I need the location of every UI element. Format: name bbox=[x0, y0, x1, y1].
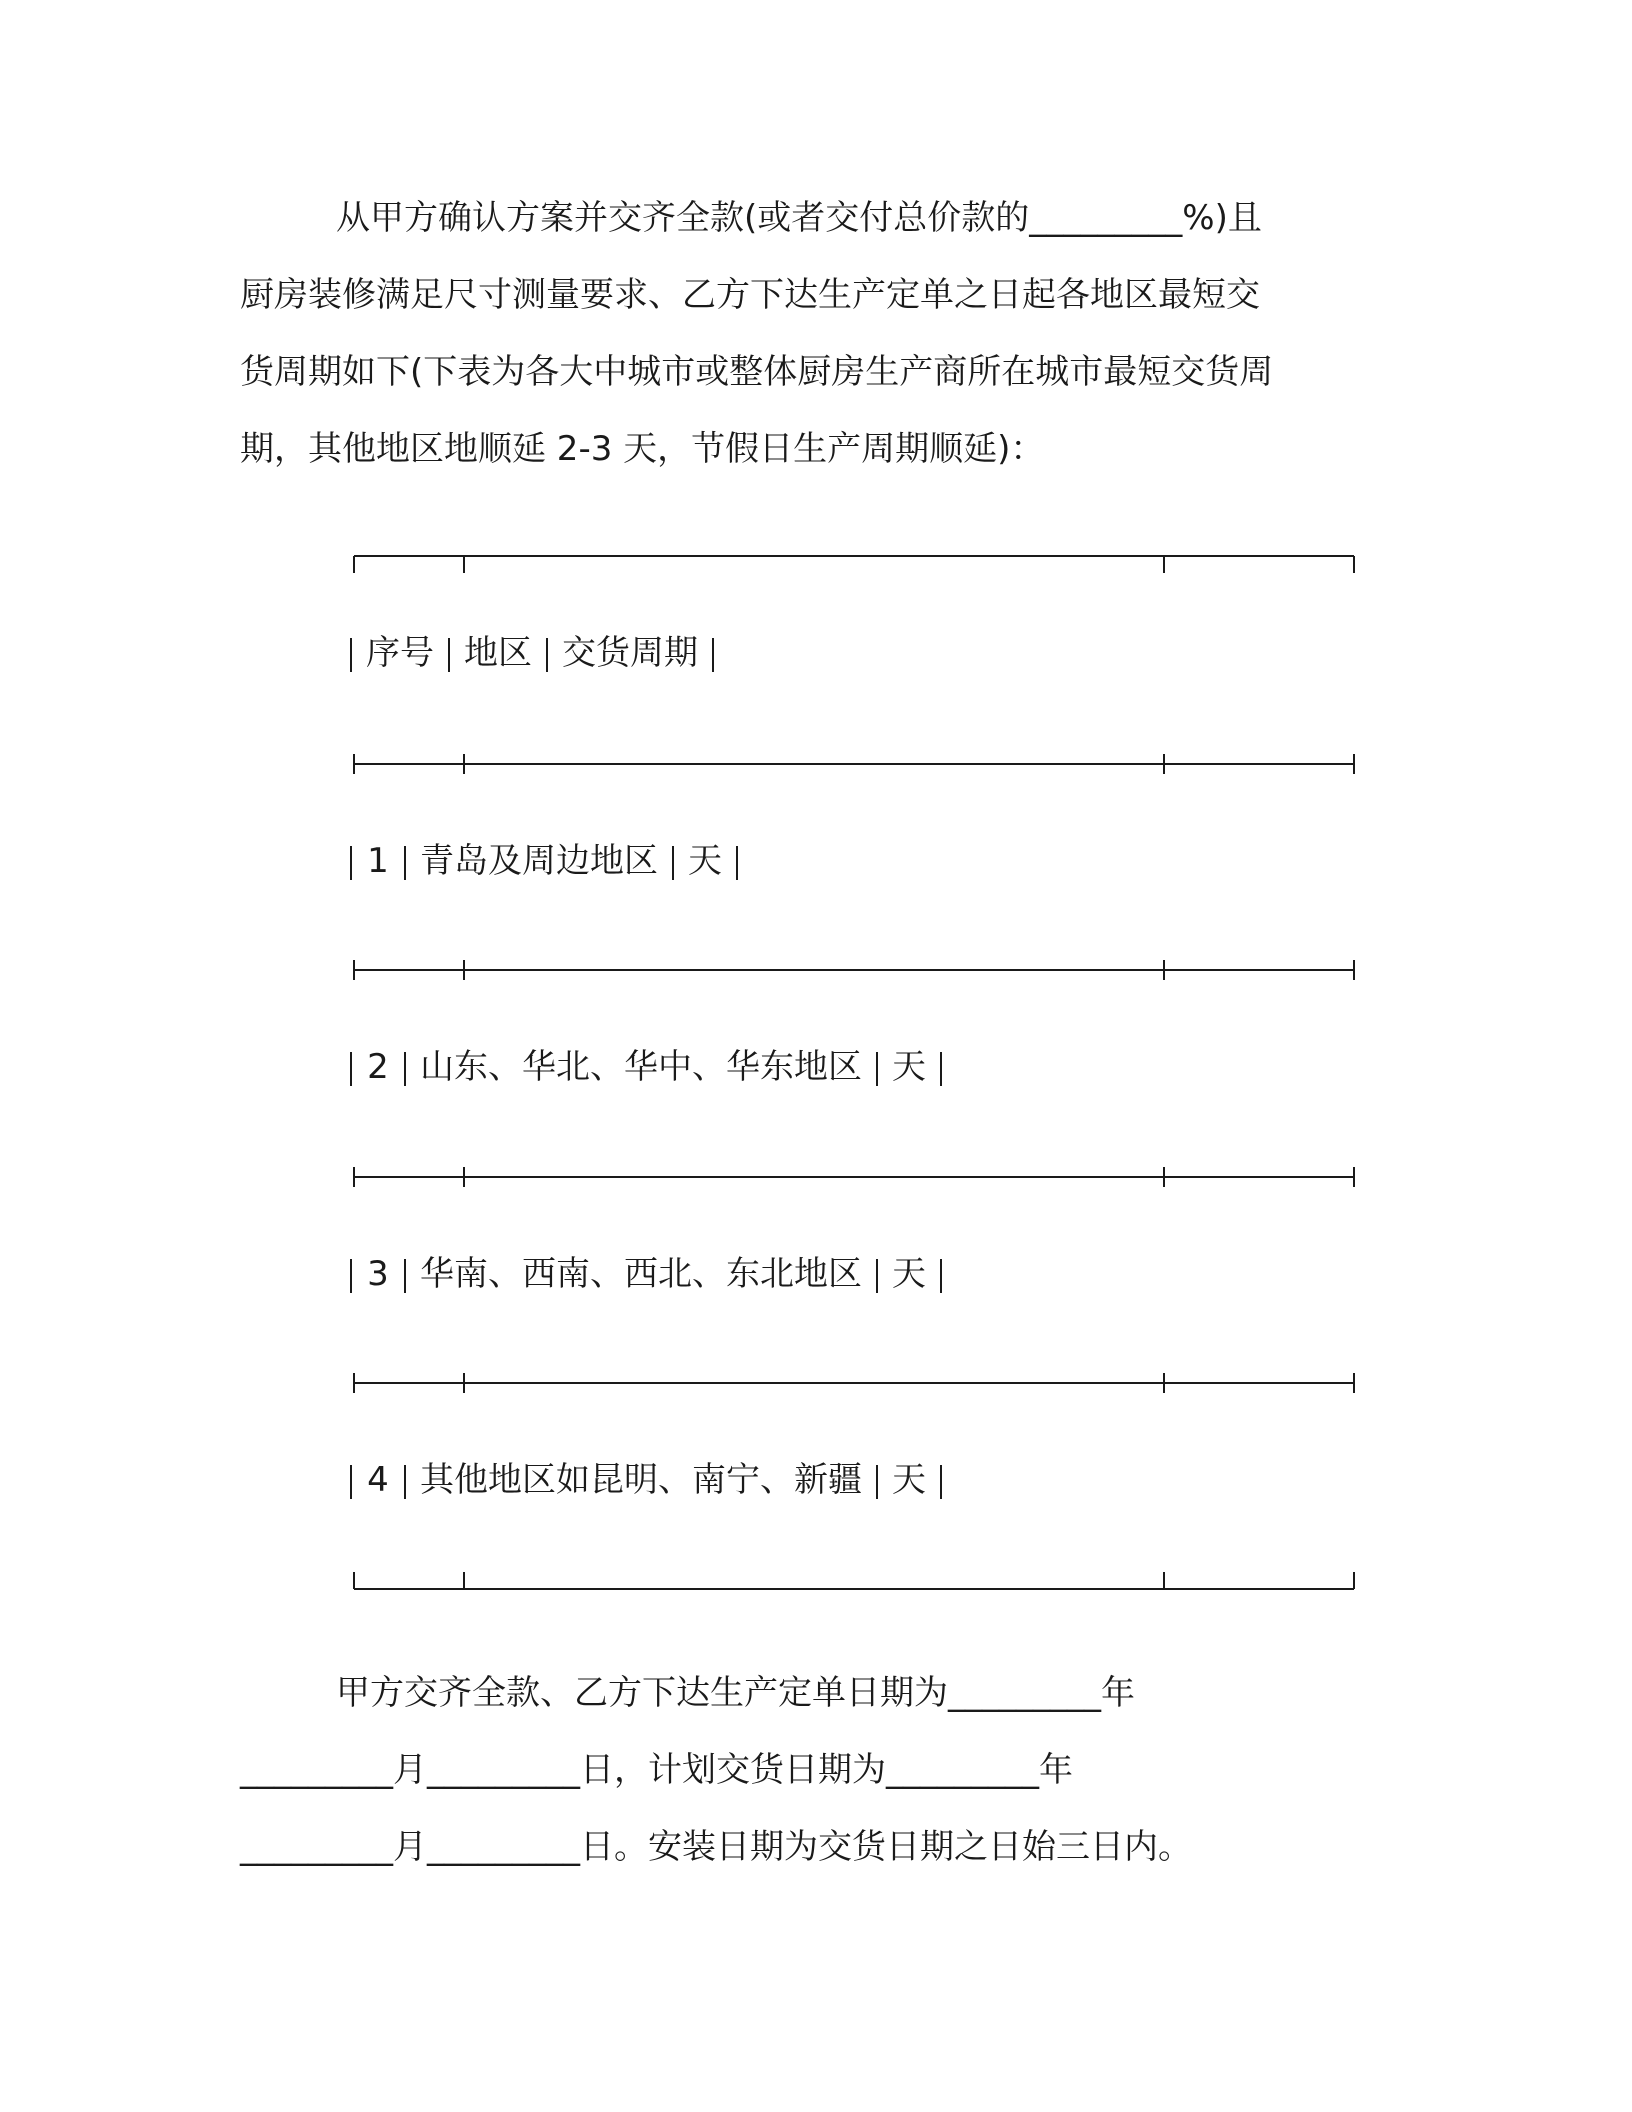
row-region: 青岛及周边地区 bbox=[420, 841, 658, 881]
row-region: 山东、华北、华中、华东地区 bbox=[420, 1047, 862, 1087]
cell-divider bbox=[350, 1465, 352, 1499]
cell-divider bbox=[404, 1465, 406, 1499]
row-period: 天 bbox=[688, 841, 722, 881]
cell-divider bbox=[672, 846, 674, 880]
closing-line-2: _________月_________日，计划交货日期为_________年 bbox=[240, 1750, 1073, 1790]
table-separator bbox=[353, 1372, 1355, 1394]
cell-divider bbox=[448, 638, 450, 672]
row-period: 天 bbox=[892, 1460, 926, 1500]
table-row bbox=[350, 1042, 956, 1092]
intro-line-3: 货周期如下(下表为各大中城市或整体厨房生产商所在城市最短交货周 bbox=[240, 352, 1274, 392]
cell-divider bbox=[404, 1052, 406, 1086]
cell-divider bbox=[404, 1259, 406, 1293]
row-region: 华南、西南、西北、东北地区 bbox=[420, 1254, 862, 1294]
header-region: 地区 bbox=[464, 633, 532, 673]
row-period: 天 bbox=[892, 1047, 926, 1087]
closing-paragraph bbox=[240, 1655, 1400, 1886]
table-header-row bbox=[350, 628, 728, 678]
table-separator bbox=[353, 959, 1355, 981]
table-separator bbox=[353, 1166, 1355, 1188]
closing-line-1: 甲方交齐全款、乙方下达生产定单日期为_________年 bbox=[336, 1673, 1135, 1713]
intro-line-4: 期，其他地区地顺延 2-3 天，节假日生产周期顺延)： bbox=[240, 429, 1045, 469]
table-separator bbox=[353, 753, 1355, 775]
cell-divider bbox=[940, 1465, 942, 1499]
intro-line-2: 厨房装修满足尺寸测量要求、乙方下达生产定单之日起各地区最短交 bbox=[240, 275, 1260, 315]
table-row bbox=[350, 1455, 956, 1505]
table-border-top bbox=[353, 553, 1355, 575]
row-region: 其他地区如昆明、南宁、新疆 bbox=[420, 1460, 862, 1500]
cell-divider bbox=[546, 638, 548, 672]
intro-line-1: 从甲方确认方案并交齐全款(或者交付总价款的_________%)且 bbox=[336, 198, 1262, 238]
cell-divider bbox=[876, 1052, 878, 1086]
cell-divider bbox=[350, 1259, 352, 1293]
cell-divider bbox=[350, 1052, 352, 1086]
cell-divider bbox=[350, 846, 352, 880]
cell-divider bbox=[712, 638, 714, 672]
cell-divider bbox=[940, 1259, 942, 1293]
row-seq: 4 bbox=[367, 1460, 389, 1500]
cell-divider bbox=[404, 846, 406, 880]
row-seq: 2 bbox=[367, 1047, 389, 1087]
header-period: 交货周期 bbox=[562, 633, 698, 673]
cell-divider bbox=[350, 638, 352, 672]
table-border-bottom bbox=[353, 1570, 1355, 1592]
table-row bbox=[350, 1249, 956, 1299]
row-seq: 1 bbox=[367, 841, 389, 881]
row-seq: 3 bbox=[367, 1254, 389, 1294]
cell-divider bbox=[736, 846, 738, 880]
intro-paragraph bbox=[240, 180, 1400, 488]
cell-divider bbox=[940, 1052, 942, 1086]
closing-line-3: _________月_________日。安装日期为交货日期之日始三日内。 bbox=[240, 1827, 1192, 1867]
row-period: 天 bbox=[892, 1254, 926, 1294]
cell-divider bbox=[876, 1465, 878, 1499]
cell-divider bbox=[876, 1259, 878, 1293]
table-row bbox=[350, 836, 752, 886]
header-seq: 序号 bbox=[366, 633, 434, 673]
